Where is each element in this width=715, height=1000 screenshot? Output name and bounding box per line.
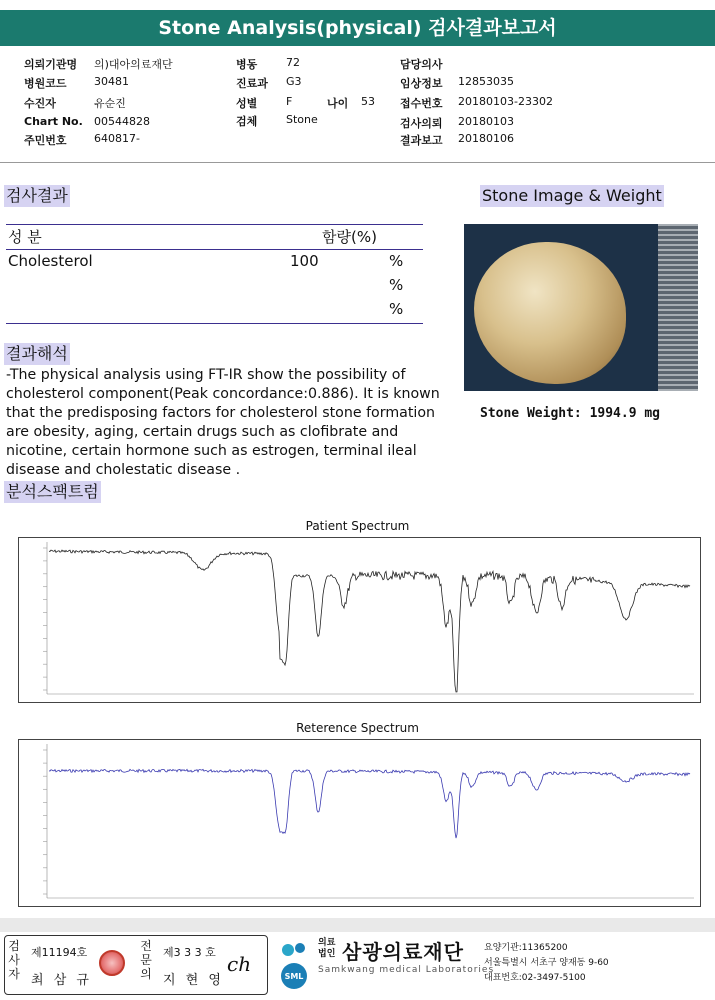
examiner-name: 최 삼 규 [31,973,92,988]
reference-spectrum-title: Reterence Spectrum [296,721,419,735]
info-value: 12853035 [458,75,514,88]
stone-image [474,242,626,384]
interpretation-heading: 결과해석 [6,344,68,363]
info-value: 00544828 [94,115,150,128]
specialist-license: 제3 3 3 호 [163,946,216,959]
info-value: 20180103 [458,115,514,128]
specialist-signature: ch [227,952,252,976]
info-value: 72 [286,56,300,69]
spectrum-trace [49,550,690,692]
footer [0,932,715,1000]
info-label: 접수번호 [400,97,443,110]
info-value: Stone [286,113,318,126]
signature-box [4,935,268,995]
info-label: 검체 [236,115,258,128]
col-component: 성 분 [8,228,42,246]
header-divider [0,162,715,163]
info-value: 유순진 [94,97,126,110]
org-code: 요양기관:11365200 [484,943,568,953]
info-label: Chart No. [24,115,83,128]
info-label: 병원코드 [24,77,67,90]
col-content: 함량(%) [322,228,377,246]
info-label: 병동 [236,58,258,71]
examiner-seal [99,950,125,976]
interpretation-text: -The physical analysis using FT-IR show the possibility of cholesterol component(Peak concordance:0.886). It is known that the predisposing factors for cholesterol stone formation are obesity, aging, certain drugs such as clofibrate and nicotine, certain hormone such as estrogen, terminal ileal disease and cholestatic disease . [6,367,440,478]
report-title: Stone Analysis(physical) 검사결과보고서 [0,10,715,46]
org-name-english: Samkwang medical Laboratories [318,965,495,975]
specialist-name: 지 현 영 [163,973,224,988]
org-phone: 대표번호:02-3497-5100 [484,973,586,983]
info-value: F [286,95,293,108]
stone-weight: Stone Weight: 1994.9 mg [480,406,661,421]
stone-heading: Stone Image & Weight [482,186,662,205]
patient-info [0,0,715,160]
result-unit: % [389,276,404,294]
info-label: 임상정보 [400,77,443,90]
result-name: Cholesterol [8,252,93,270]
info-label: 검사의뢰 [400,117,443,130]
info-label: 의뢰기관명 [24,58,78,71]
table-bottom-line [6,323,423,324]
examiner-label: 검사자 [8,939,20,981]
spectrum-heading: 분석스팩트럼 [6,482,99,501]
patient-spectrum-title: Patient Spectrum [305,519,410,533]
specialist-label: 전문의 [140,939,152,981]
reference-spectrum-chart [18,739,701,907]
info-label: 성별 [236,97,258,110]
patient-spectrum-chart [18,537,701,703]
info-value: 20180106 [458,132,514,145]
logo-text: SML [284,972,304,981]
info-label: 담당의사 [400,58,443,71]
info-label: 나이 [327,97,349,110]
info-label: 수진자 [24,97,56,110]
table-header-line [6,249,423,250]
patient-spectrum-svg [19,538,700,702]
info-value: G3 [286,75,302,88]
examiner-license: 제11194호 [31,946,88,959]
org-address: 서울특별시 서초구 양재동 9-60 [484,958,609,968]
spectrum-trace [49,769,690,838]
info-value: 30481 [94,75,129,88]
org-type: 의료법인 [318,938,336,959]
info-label: 결과보고 [400,134,443,147]
result-unit: % [389,300,404,318]
info-value: 53 [361,95,375,108]
stone-photo [464,224,698,391]
org-name: 삼광의료재단 [342,940,464,964]
result-value: 100 [290,252,319,270]
info-label: 주민번호 [24,134,67,147]
results-heading: 검사결과 [6,186,68,205]
result-unit: % [389,252,404,270]
info-value: 640817- [94,132,140,145]
sml-logo-icon [274,940,314,990]
info-label: 진료과 [236,77,268,90]
reference-spectrum-svg [19,740,700,906]
table-top-line [6,224,423,225]
info-value: 의)대아의료재단 [94,58,173,71]
ruler-image [658,224,698,391]
info-value: 20180103-23302 [458,95,553,108]
footer-band [0,918,715,932]
